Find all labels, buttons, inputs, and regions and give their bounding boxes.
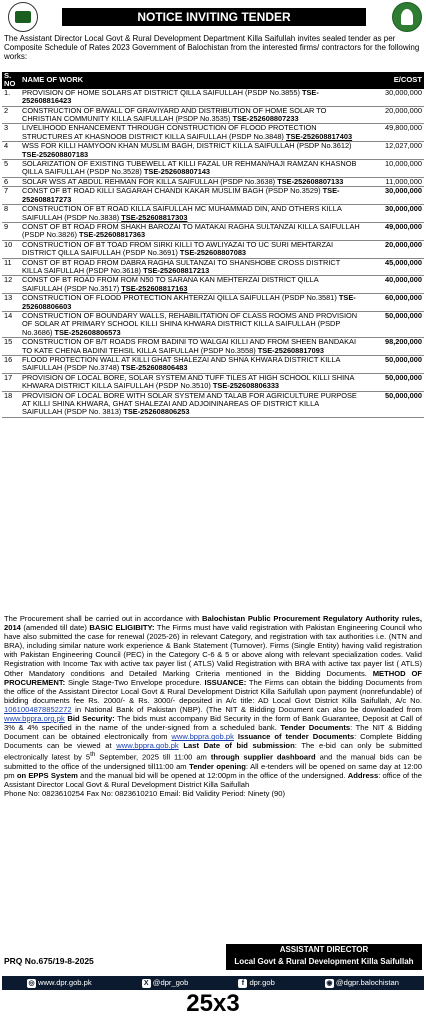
footer-instagram[interactable] — [325, 976, 399, 990]
row-cost: 60,000,000 — [362, 294, 424, 312]
row-work — [20, 391, 362, 417]
table-row — [2, 311, 424, 337]
tse-number: TSE-252608816423 — [22, 87, 319, 106]
row-cost: 10,000,000 — [362, 160, 424, 178]
row-work — [20, 294, 362, 312]
tse-number: TSE-252608817273 — [22, 186, 340, 204]
col-sno: S. NO — [2, 72, 20, 89]
row-sno: 10 — [2, 240, 20, 258]
row-work — [20, 338, 362, 356]
row-sno: 11 — [2, 258, 20, 276]
phone-text: Phone No: 0823610254 Fax No: 0823610210 Email: Bid Validity Period: Ninety (90) — [4, 789, 286, 799]
tse-number: TSE-252608806603 — [22, 293, 356, 311]
tse-number: TSE-252608806253 — [123, 407, 190, 417]
row-cost: 40,000,000 — [362, 276, 424, 294]
row-cost: 20,000,000 — [362, 240, 424, 258]
row-work — [20, 240, 362, 258]
footer-web[interactable] — [27, 976, 92, 990]
row-sno: 6 — [2, 177, 20, 186]
footer-handle-1: @dpr_gob — [152, 978, 189, 987]
row-sno: 7 — [2, 187, 20, 205]
row-cost: 50,000,000 — [362, 311, 424, 337]
last-date-text: : The e-bid can only be submitted electronically latest by 5 — [4, 741, 422, 762]
address-label: Address — [347, 771, 379, 781]
account-number: 1061004878852272 — [4, 704, 72, 714]
issuance-text-2: in National Bank of Pakistan (NBP). (The NIT & Bidding Document can also be downloaded from — [71, 704, 422, 714]
facebook-icon: f — [238, 979, 247, 988]
row-cost: 30,000,000 — [362, 187, 424, 205]
instagram-icon: ◉ — [326, 979, 333, 987]
footer-handle-3: @dgpr.balochistan — [335, 978, 399, 987]
row-work — [20, 356, 362, 374]
issuance-label: ISSUANCE: — [204, 677, 247, 687]
col-cost: E/COST — [362, 72, 424, 89]
address-text: : office of the Assistant Director Local Govt & Rural Development District Killa Saifullah — [4, 771, 422, 790]
dashboard-label: through supplier dashboard — [210, 752, 316, 762]
row-sno: 17 — [2, 373, 20, 391]
work-name: CONSTRUCTION OF BOUNDARY WALLS, REHABILITATION OF CLASS ROOMS AND PROVISION OF SOLAR AT PRIMARY SCHOOL KILLI SHINA KHWARA DISTRICT KILLA SAIFULLAH (PSDP No.3686) — [22, 310, 358, 337]
work-name: CONSTRUCTION OF B/T ROADS FROM BADINI TO WALGAI KILLI AND FROM SHEEN BANDAKAI TO KATE CHENA BADINI TEHSIL KILLA SAIFULLAH (PSDP No.3558) — [22, 337, 356, 355]
row-cost: 50,000,000 — [362, 391, 424, 417]
footer-facebook[interactable] — [238, 976, 274, 990]
row-sno: 1. — [2, 89, 20, 106]
work-name: CONSTRUCTION OF FLOOD PROTECTION AKHTERZAI QILLA SAIFULLAH (PSDP No.3581) — [22, 293, 337, 303]
method-label: METHOD OF PROCUREMENT: — [4, 668, 423, 687]
work-name: CONSTRUCTION OF BT ROAD KILLA SAIFULLAH MC MUHAMMAD DIN, AND OTHERS KILLA SAIFULLAH (PSDP No.3838) — [22, 204, 342, 222]
work-name: PROVISION OF LOCAL BORE WITH SOLAR SYSTEM AND TALAB FOR AGRICULTURE PURPOSE AT KILLI SHINA KHWARA, GHAT SHALEZAI AND ADJOININAREAS OF DISTRICT KILLA SAIFULLAH (PSDP No. 3813) — [22, 390, 357, 417]
row-sno: 5 — [2, 160, 20, 178]
tse-number: TSE-252608806333 — [212, 381, 280, 391]
terms-intro: The Procurement shall be carried out in accordance with — [4, 614, 203, 623]
row-sno: 15 — [2, 338, 20, 356]
tse-number: TSE-252608807083 — [179, 248, 247, 258]
row-work — [20, 205, 362, 223]
tse-number: TSE-252608806483 — [121, 363, 188, 373]
tse-number: TSE-252608807133 — [277, 176, 344, 186]
col-name: NAME OF WORK — [20, 72, 362, 89]
row-cost: 50,000,000 — [362, 356, 424, 374]
table-row — [2, 160, 424, 178]
header — [2, 2, 424, 36]
x-icon: X — [142, 979, 151, 988]
bid-security-text: The bids must accompany Bid Security in the form of Bank Guarantee, Deposit at Call of 3% & 4% specified in the name of the under-signed from a scheduled bank. — [4, 714, 422, 733]
row-cost: 45,000,000 — [362, 258, 424, 276]
issuance-text: The Firms can obtain the bidding Documents from the office of the Assistant Director Local Govt & Rural Development District Killa Saifullah upon payment (nonrefundable) of bidding documents fee Rs. 2000/- & Rs. 3000/- deposited in A/c title: AD Local Govt District Killa Saifullah, A/c No. — [4, 677, 422, 705]
work-name: SOLARIZATION OF EXISTING TUBEWELL AT KILLI FAZAL UR REHMAN/HAJI RAMZAN KHASNOB QILLA SAIFULLAH (PSDP No.3528) — [22, 159, 357, 177]
row-work — [20, 106, 362, 124]
row-work — [20, 373, 362, 391]
footer-handle-2: dpr.gob — [249, 978, 275, 987]
row-cost: 30,000,000 — [362, 205, 424, 223]
balochistan-emblem-logo — [8, 2, 38, 32]
footer-web-text: www.dpr.gob.pk — [38, 978, 92, 987]
table-row — [2, 258, 424, 276]
tse-number: TSE-252608817303 — [121, 212, 188, 222]
row-sno: 2 — [2, 106, 20, 124]
row-sno: 12 — [2, 276, 20, 294]
row-work — [20, 258, 362, 276]
method-text: Single Stage-Two Envelope procedure. — [65, 677, 205, 687]
row-cost: 50,000,000 — [362, 373, 424, 391]
tse-number: TSE-252608817163 — [121, 283, 188, 293]
last-date-text-3: and the manual bids can be submitted to the office of the undersigned till11:00 am — [4, 752, 423, 772]
row-sno: 16 — [2, 356, 20, 374]
tender-docs-label: Tender Documents — [280, 723, 351, 733]
footer-twitter[interactable] — [142, 976, 189, 990]
row-cost: 12,027,000 — [362, 142, 424, 160]
tse-number: TSE-252608817213 — [143, 265, 210, 275]
works-table — [2, 72, 424, 418]
work-name: CONSTRUCTION OF B/WALL OF GRAVIYARD AND DISTRIBUTION OF HOME SOLAR TO CHRISTIAN COMMUNITY KILLA SAIFULLAH (PSDP No.3535) — [22, 105, 327, 124]
row-work — [20, 222, 362, 240]
table-row — [2, 124, 424, 142]
work-name: LIVELIHOOD ENHANCEMENT THROUGH CONSTRUCTION OF FLOOD PROTECTION STRUCTURES AT KHASNOOB DISTRICT KILLA SAIFULLAH (PSDP No.3848) — [22, 123, 317, 141]
last-date-label: Last Date of bid submission — [183, 741, 295, 751]
opening-label: Tender opening — [189, 762, 246, 772]
table-header-row — [2, 72, 424, 89]
table-row — [2, 373, 424, 391]
intro-text: The Assistant Director Local Govt & Rural Development Department Killa Saifullah invites sealed tender as per Composite Schedule of Rates 2023 Government of Balochistan from the interested firms/ contractors for the following works: — [4, 34, 420, 62]
signature-title: ASSISTANT DIRECTOR — [279, 945, 369, 954]
tse-number: TSE-252608806573 — [54, 327, 121, 337]
eligibility-text: The Firms must have valid registration with Pakistan Engineering Council who have also submitted the case for renewal (2025-26) in relevant Category, and registration with tax authorities i.e. (NTN and BRA), including similar nature work experience & Bank Statement (Turnover). Firms (Single Entity) having valid registration with Pakistan Engineering Council (PEC) in the Category C-6 & 5 or above along with relevant specialization codes. Valid Registration with Income Tax with active tax payer list ( ATLS) Valid Registration with BRA with active tax payer list ( ATLS) Other Mandatory conditions and Detailed Marking Criteria mentioned in the Bidding Documents. — [4, 623, 422, 678]
table-row — [2, 142, 424, 160]
table-row — [2, 391, 424, 417]
table-row — [2, 356, 424, 374]
row-sno: 3 — [2, 124, 20, 142]
tse-number: TSE-252608807143 — [143, 167, 211, 177]
row-sno: 8 — [2, 205, 20, 223]
last-date-text-2: September, 2025 till 11:00 am — [95, 752, 211, 762]
work-name: CONSTRUCTION OF BT TOAD FROM SIRKI KILLI TO AWLIYAZAI TO UC SURI MEHTARZAI DISTRICT QILLA SAIFULLAH (PSDP No.3691) — [22, 239, 333, 258]
work-name: CONST OF BT ROAD FROM ROM N50 TO SARANA KAN MEHTERZAI DISTRICT QILLA SAIFULLAH (PSDP No.3517) — [22, 275, 319, 293]
work-name: PROVISION OF LOCAL BORE, SOLAR SYSTEM AND TUFF TILES AT HIGH SCHOOL KILLI SHINA KHWARA DISTRICT KILLA SAIFULLAH (PSDP No.3510) — [22, 372, 354, 391]
terms-amended: (amended till date) — [20, 623, 90, 633]
work-name: FLOOD PROTECTION WALL AT KILLI GHAT SHALEZAI AND SHNA KHWARA DISTRICT KILLA SAIFULLAH (PSDP No.3748) — [22, 355, 341, 373]
row-sno: 18 — [2, 391, 20, 417]
row-cost: 11,000,000 — [362, 177, 424, 186]
bppra-link-3[interactable]: www.bppra.gob.pk — [116, 741, 179, 751]
row-sno: 13 — [2, 294, 20, 312]
work-name: SOLAR WSS AT ABDUL REHMAN FOR KILLA SAIFULLAH (PSDP No.3638) — [22, 176, 276, 186]
opening-text-2: and the manual bid will be opened at 12:00pm in the office of the undersigned. — [77, 771, 348, 781]
row-work — [20, 160, 362, 178]
row-work — [20, 142, 362, 160]
row-work — [20, 311, 362, 337]
opening-text: : All e-tenders will be opened on same day at 12:00 pm — [4, 762, 422, 781]
table-row — [2, 240, 424, 258]
terms-text — [4, 614, 422, 798]
table-row — [2, 222, 424, 240]
work-name: CONST OF BT ROAD FROM SHAKH BAROZAI TO MATAKAI RAGHA SULTANZAI KILLA SAIFULLAH (PSDP No.3826) — [22, 221, 360, 240]
table-row — [2, 89, 424, 106]
table-row — [2, 205, 424, 223]
work-name: CONST OF BT ROAD KILLI SAGARAH CHANDI KAKAR MUSLIM BAGH (PSDP No.3529) — [22, 186, 321, 196]
signature-dept: Local Govt & Rural Development Killa Saifullah — [234, 957, 414, 966]
page-title: NOTICE INVITING TENDER — [62, 8, 366, 26]
table-row — [2, 276, 424, 294]
bppra-link-2[interactable]: www.bppra.gob.pk — [171, 732, 234, 742]
bid-security-label: Bid Security: — [67, 714, 115, 724]
department-logo — [392, 2, 422, 32]
work-name: PROVISION OF HOME SOLARS AT DISTRICT QILLA SAIFULLAH (PSDP No.3855) — [22, 87, 300, 97]
epps-label: on EPPS System — [16, 771, 78, 781]
row-cost: 20,000,000 — [362, 106, 424, 124]
bppra-link-1[interactable]: www.bppra.org.pk — [4, 714, 65, 724]
row-work — [20, 187, 362, 205]
tender-docs-text: : The NIT & Bidding Document can be obtained electronically from — [4, 723, 422, 742]
signature-block — [226, 944, 422, 970]
table-row — [2, 106, 424, 124]
row-cost: 49,800,000 — [362, 124, 424, 142]
tse-number: TSE-252608817093 — [257, 345, 324, 355]
last-date-sup: th — [90, 751, 96, 759]
row-work — [20, 89, 362, 106]
issuance-docs-label: Issuance of tender Documents — [237, 732, 355, 742]
prq-number: PRQ No.675/19-8-2025 — [4, 956, 94, 966]
work-name: WSS FOR KILLI HAMYOON KHAN MUSLIM BAGH, DISTRICT KILLA SAIFULLAH (PSDP No.3612) — [22, 141, 352, 151]
tse-number: TSE-252608807233 — [232, 114, 299, 124]
row-sno: 9 — [2, 222, 20, 240]
table-row — [2, 338, 424, 356]
row-cost: 49,000,000 — [362, 222, 424, 240]
table-row — [2, 294, 424, 312]
eligibility-label: BASIC ELIGIBITY: — [89, 623, 155, 633]
ad-size-label: 25x3 — [186, 990, 240, 1017]
work-name: CONST OF BT ROAD FROM DABRA RAGHA SULTANZAI TO SHANSHOBE CROSS DISTRICT KILLA SAIFULLAH (PSDP No.3618) — [22, 257, 341, 275]
issuance-docs-text: : Complete Bidding Documents can be viewed at — [4, 732, 422, 751]
row-cost: 98,200,000 — [362, 338, 424, 356]
row-cost: 30,000,000 — [362, 89, 424, 106]
footer-bar — [2, 976, 424, 990]
row-work — [20, 124, 362, 142]
table-row — [2, 187, 424, 205]
tse-number: TSE-252608807183 — [22, 149, 89, 159]
globe-icon: ◎ — [28, 979, 35, 987]
tse-number: TSE-252608817403 — [285, 131, 353, 141]
row-sno: 4 — [2, 142, 20, 160]
bppra-rules: Balochistan Public Procurement Regulatory Authority rules, 2014 — [4, 614, 422, 633]
tse-number: TSE-252608817363 — [78, 230, 146, 240]
row-work — [20, 276, 362, 294]
row-sno: 14 — [2, 311, 20, 337]
